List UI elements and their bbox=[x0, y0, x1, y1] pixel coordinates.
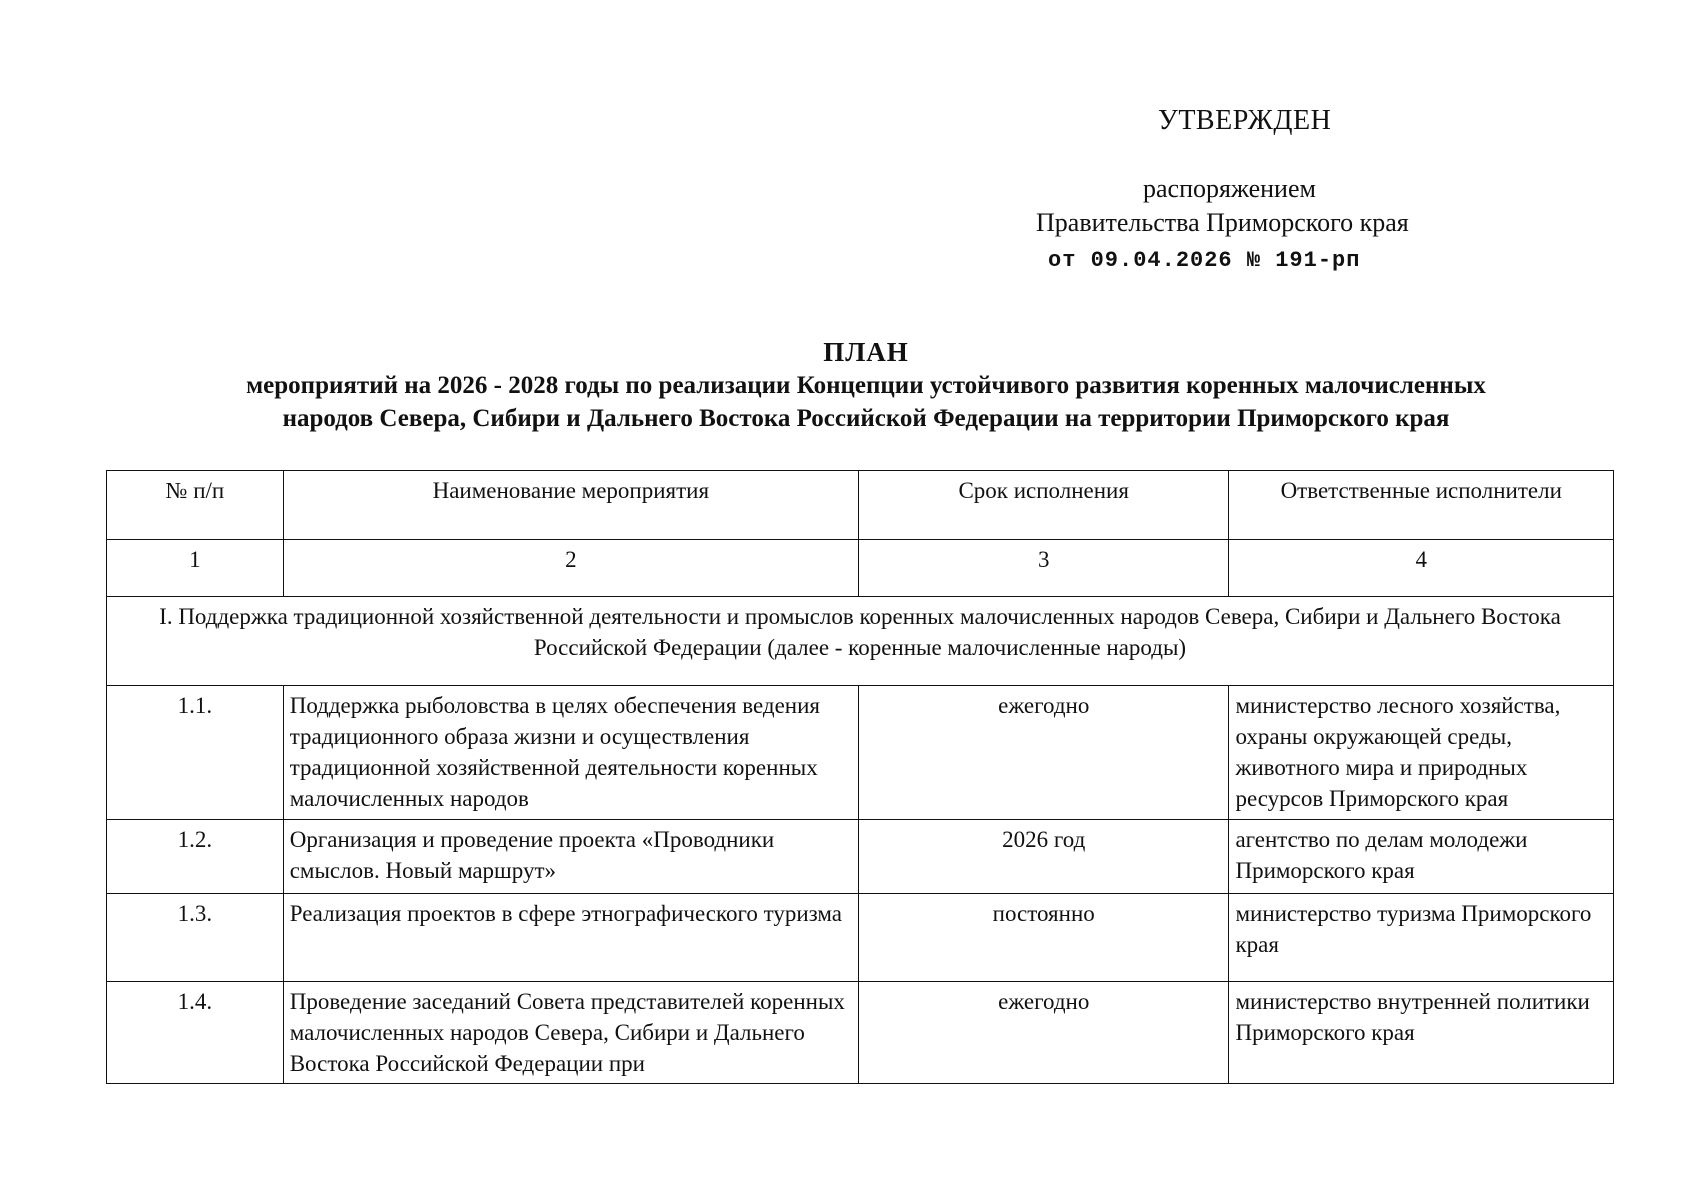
plan-table bbox=[106, 470, 1614, 1084]
plan-subtitle-line-1: мероприятий на 2026 - 2028 годы по реализации Концепции устойчивого развития коренных малочисленных bbox=[246, 372, 1486, 399]
table-row bbox=[107, 982, 1614, 1084]
order-reference: от 09.04.2026 № 191-рп bbox=[1048, 248, 1361, 273]
row-event-name: Реализация проектов в сфере этнографического туризма bbox=[283, 894, 858, 982]
row-number: 1.3. bbox=[107, 894, 284, 982]
column-index: 1 bbox=[107, 540, 284, 597]
row-number: 1.2. bbox=[107, 820, 284, 894]
section-heading-row bbox=[107, 597, 1614, 686]
plan-heading: ПЛАН bbox=[823, 337, 909, 367]
table-row bbox=[107, 686, 1614, 820]
row-event-name: Проведение заседаний Совета представителей коренных малочисленных народов Севера, Сибири и Дальнего Востока Российской Федерации при bbox=[283, 982, 858, 1084]
table-row bbox=[107, 894, 1614, 982]
row-deadline: 2026 год bbox=[858, 820, 1228, 894]
row-deadline: ежегодно bbox=[858, 982, 1228, 1084]
row-event-name: Поддержка рыболовства в целях обеспечения ведения традиционного образа жизни и осуществления традиционной хозяйственной деятельности коренных малочисленных народов bbox=[283, 686, 858, 820]
table-row bbox=[107, 820, 1614, 894]
header-num: № п/п bbox=[107, 471, 284, 540]
header-term: Срок исполнения bbox=[858, 471, 1228, 540]
row-deadline: ежегодно bbox=[858, 686, 1228, 820]
document-title bbox=[100, 336, 1632, 435]
plan-subtitle-line-2: народов Севера, Сибири и Дальнего Востока Российской Федерации на территории Приморского края bbox=[282, 405, 1450, 432]
row-responsible: агентство по делам молодежи Приморского края bbox=[1229, 820, 1614, 894]
header-name: Наименование мероприятия bbox=[283, 471, 858, 540]
approved-by-order: распоряжением bbox=[1143, 174, 1316, 203]
approved-stamp-text: УТВЕРЖДЕН bbox=[1158, 105, 1332, 136]
column-index: 4 bbox=[1229, 540, 1614, 597]
column-index: 2 bbox=[283, 540, 858, 597]
column-index: 3 bbox=[858, 540, 1228, 597]
column-index-row bbox=[107, 540, 1614, 597]
row-responsible: министерство туризма Приморского края bbox=[1229, 894, 1614, 982]
approving-authority: Правительства Приморского края bbox=[1036, 208, 1409, 237]
row-responsible: министерство лесного хозяйства, охраны окружающей среды, животного мира и природных ресурсов Приморского края bbox=[1229, 686, 1614, 820]
table-header-row bbox=[107, 471, 1614, 540]
row-event-name: Организация и проведение проекта «Проводники смыслов. Новый маршрут» bbox=[283, 820, 858, 894]
row-deadline: постоянно bbox=[858, 894, 1228, 982]
row-number: 1.1. bbox=[107, 686, 284, 820]
row-responsible: министерство внутренней политики Приморского края bbox=[1229, 982, 1614, 1084]
section-heading: I. Поддержка традиционной хозяйственной деятельности и промыслов коренных малочисленных народов Севера, Сибири и Дальнего Востока Российской Федерации (далее - коренные малочисленные народы) bbox=[107, 597, 1614, 686]
row-number: 1.4. bbox=[107, 982, 284, 1084]
header-responsible: Ответственные исполнители bbox=[1229, 471, 1614, 540]
